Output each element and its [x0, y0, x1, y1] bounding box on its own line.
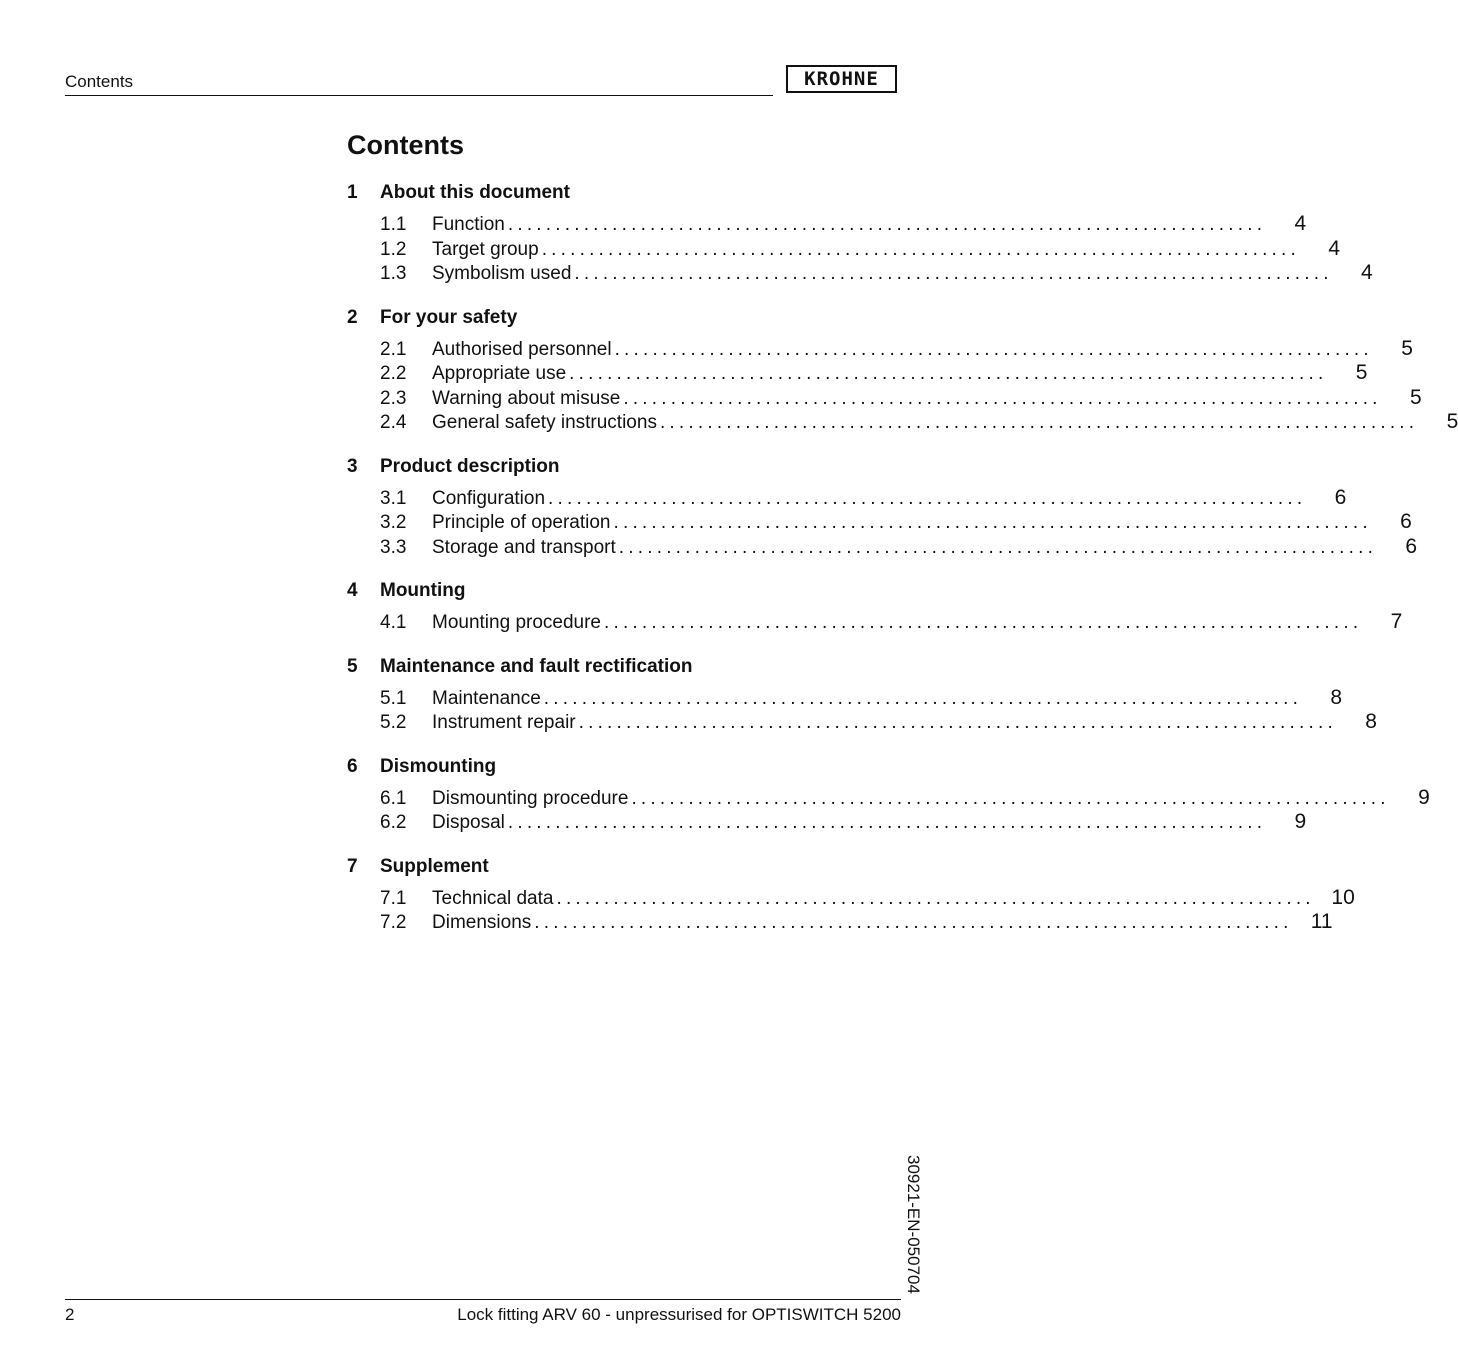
section-heading	[347, 305, 901, 331]
toc-section	[347, 578, 1403, 635]
section-title: Dismounting	[380, 755, 497, 777]
section-number: 1	[347, 182, 358, 203]
entry-number: 3.3	[380, 536, 407, 558]
section-number: 6	[347, 755, 358, 777]
toc-section	[347, 654, 1377, 735]
entry-page: 4	[1328, 236, 1340, 260]
entry-page: 4	[1294, 212, 1307, 235]
leader-dots: ................................................................................	[659, 412, 1419, 433]
krohne-logo: KROHNE	[786, 65, 897, 93]
toc-entry[interactable]	[347, 236, 1340, 262]
entry-number: 6.2	[380, 812, 407, 833]
section-title: Supplement	[380, 855, 489, 877]
toc-entry[interactable]	[347, 261, 1373, 286]
section-heading	[347, 854, 901, 880]
entry-number: 3.2	[380, 512, 407, 533]
entry-title: Mounting procedure	[432, 612, 601, 633]
leader-dots: ................................................................................	[569, 363, 1328, 384]
toc-section	[347, 754, 1430, 835]
entry-page: 5	[1355, 361, 1368, 384]
entry-title: Target group	[432, 238, 539, 260]
entry-title: Instrument repair	[432, 712, 576, 733]
section-number: 2	[347, 306, 358, 328]
table-of-contents	[347, 180, 1458, 954]
entry-page: 6	[1405, 534, 1418, 558]
entry-title: Symbolism used	[432, 263, 572, 284]
entry-title: General safety instructions	[432, 412, 657, 433]
section-number: 7	[347, 855, 358, 877]
entry-page: 9	[1418, 785, 1430, 809]
leader-dots: ................................................................................	[631, 787, 1390, 809]
section-title: Maintenance and fault rectification	[380, 655, 693, 677]
leader-dots: ................................................................................	[548, 487, 1307, 509]
toc-entry[interactable]	[347, 785, 1430, 811]
toc-entry[interactable]	[347, 361, 1368, 386]
footer-page-number: 2	[65, 1305, 75, 1324]
leader-dots: ................................................................................	[618, 536, 1378, 558]
toc-entry[interactable]	[347, 385, 1422, 411]
page-title: Contents	[347, 130, 464, 160]
leader-dots: ................................................................................	[623, 387, 1382, 409]
toc-entry[interactable]	[347, 485, 1347, 511]
entry-number: 3.1	[380, 487, 407, 509]
entry-title: Warning about misuse	[432, 387, 621, 409]
leader-dots: ................................................................................	[613, 512, 1372, 533]
toc-entry[interactable]	[347, 885, 1355, 911]
document-code: 30921-EN-050704	[904, 1155, 923, 1294]
section-heading	[347, 654, 901, 680]
toc-entry[interactable]	[347, 336, 1413, 362]
entry-page: 10	[1331, 885, 1355, 909]
entry-title: Appropriate use	[432, 363, 567, 384]
section-heading	[347, 754, 901, 780]
entry-number: 6.1	[380, 787, 407, 809]
entry-number: 5.2	[380, 712, 407, 733]
entry-title: Maintenance	[432, 687, 541, 709]
entry-title: Authorised personnel	[432, 338, 612, 360]
entry-page: 6	[1334, 485, 1347, 509]
leader-dots: ................................................................................	[507, 214, 1267, 235]
toc-entry[interactable]	[347, 810, 1307, 835]
entry-number: 5.1	[380, 687, 407, 709]
toc-entry[interactable]	[347, 710, 1377, 735]
section-heading	[347, 578, 901, 604]
section-number: 5	[347, 655, 358, 677]
entry-number: 1.1	[380, 214, 407, 235]
toc-section	[347, 305, 1458, 435]
leader-dots: ................................................................................	[614, 338, 1373, 360]
leader-dots: ................................................................................	[578, 712, 1337, 733]
entry-number: 2.4	[380, 412, 407, 433]
entry-title: Configuration	[432, 487, 546, 509]
entry-number: 1.2	[380, 238, 407, 260]
leader-dots: ................................................................................	[543, 687, 1303, 709]
entry-number: 1.3	[380, 263, 407, 284]
toc-section	[347, 454, 1418, 560]
entry-page: 7	[1390, 610, 1403, 633]
toc-entry[interactable]	[347, 910, 1333, 935]
entry-page: 9	[1294, 810, 1307, 833]
entry-title: Function	[432, 214, 505, 235]
section-title: Mounting	[380, 580, 466, 601]
section-heading	[347, 180, 901, 206]
entry-page: 8	[1330, 685, 1343, 709]
toc-entry[interactable]	[347, 610, 1403, 635]
entry-title: Disposal	[432, 812, 505, 833]
entry-page: 5	[1409, 385, 1422, 409]
entry-number: 2.3	[380, 387, 407, 409]
footer-rule	[65, 1299, 901, 1300]
leader-dots: ................................................................................	[604, 612, 1363, 633]
entry-title: Dimensions	[432, 912, 532, 933]
header-rule	[65, 95, 773, 96]
section-number: 4	[347, 580, 358, 601]
toc-entry[interactable]	[347, 410, 1458, 435]
entry-number: 4.1	[380, 612, 407, 633]
section-title: Product description	[380, 455, 560, 477]
entry-page: 5	[1446, 410, 1458, 433]
entry-number: 2.1	[380, 338, 407, 360]
entry-page: 8	[1365, 710, 1377, 733]
entry-page: 5	[1401, 336, 1413, 360]
entry-page: 6	[1400, 510, 1412, 533]
entry-number: 2.2	[380, 363, 407, 384]
entry-page: 4	[1361, 261, 1373, 284]
entry-number: 7.1	[380, 887, 407, 909]
leader-dots: ................................................................................	[574, 263, 1333, 284]
header-label: Contents	[65, 72, 134, 91]
toc-entry[interactable]	[347, 510, 1412, 535]
leader-dots: ................................................................................	[556, 887, 1315, 909]
section-number: 3	[347, 455, 358, 477]
toc-section	[347, 180, 1373, 286]
toc-entry[interactable]	[347, 685, 1343, 711]
toc-section	[347, 854, 1355, 935]
section-heading	[347, 454, 901, 480]
section-title: About this document	[380, 182, 570, 203]
leader-dots: ................................................................................	[541, 238, 1300, 260]
leader-dots: ................................................................................	[534, 912, 1293, 933]
entry-title: Technical data	[432, 887, 554, 909]
entry-page: 11	[1310, 910, 1333, 933]
toc-entry[interactable]	[347, 534, 1418, 560]
entry-number: 7.2	[380, 912, 407, 933]
footer-title: Lock fitting ARV 60 - unpressurised for OPTISWITCH 5200	[457, 1305, 901, 1324]
toc-entry[interactable]	[347, 212, 1307, 237]
leader-dots: ................................................................................	[507, 812, 1267, 833]
entry-title: Storage and transport	[432, 536, 616, 558]
entry-title: Principle of operation	[432, 512, 611, 533]
entry-title: Dismounting procedure	[432, 787, 629, 809]
section-title: For your safety	[380, 306, 518, 328]
